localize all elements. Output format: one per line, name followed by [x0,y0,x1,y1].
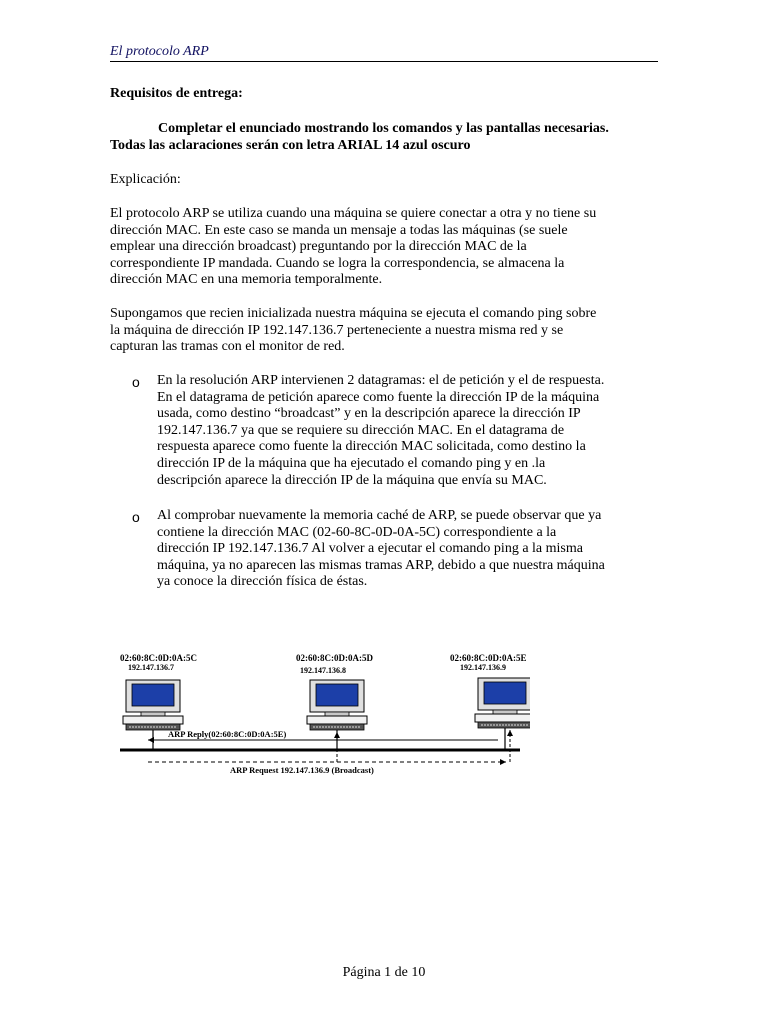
bullet-line: En la resolución ARP intervienen 2 datagramas: el de petición y el de respuesta. [157,373,605,388]
page-number-footer: Página 1 de 10 [342,965,426,980]
bullet-line: usada, como destino “broadcast” y en la descripción aparece la dirección IP [157,406,581,422]
bullet-line: dirección IP 192.147.136.7 Al volver a ejecutar el comando ping a la misma [157,541,583,557]
paragraph-line: capturan las tramas con el monitor de red. [110,339,345,355]
paragraph-line: dirección MAC en una memoria temporalmente. [110,272,383,288]
bullet-line: ya conoce la dirección física de éstas. [157,574,368,590]
bullet-arp-datagrams [157,373,667,489]
computer-icon [475,678,530,728]
arp-network-diagram [110,640,530,780]
host-mac-label: 02:60:8C:0D:0A:5E [450,653,527,663]
paragraph-line: la máquina de dirección IP 192.147.136.7 perteneciente a nuestra misma red y se [110,322,564,338]
bullet-arp-cache [157,508,667,591]
bullet-line: dirección IP de la máquina que ha ejecutado el comando ping y en .la [157,455,546,471]
paragraph-line: emplear una dirección broadcast) preguntando por la dirección MAC de la [110,239,527,255]
host-ip-label: 192.147.136.8 [300,666,346,675]
computer-icon [123,680,183,730]
host-mac-label: 02:60:8C:0D:0A:5C [120,653,197,663]
bullet-line: respuesta aparece como fuente la dirección MAC solicitada, como destino la [157,439,586,455]
arp-request-label: ARP Request 192.147.136.9 (Broadcast) [230,765,374,775]
requirements-line-2: Todas las aclaraciones serán con letra ARIAL 14 azul oscuro [110,138,471,153]
paragraph-arp-definition [110,206,670,289]
computer-icon [307,680,367,730]
paragraph-ping-scenario [110,306,670,356]
host-mac-label: 02:60:8C:0D:0A:5D [296,653,373,663]
bullet-marker: o [132,374,140,390]
bullet-line: En el datagrama de petición aparece como fuente la dirección IP de la máquina [157,389,600,405]
paragraph-line: Supongamos que recien inicializada nuestra máquina se ejecuta el comando ping sobre [110,306,597,321]
paragraph-line: El protocolo ARP se utiliza cuando una máquina se quiere conectar a otra y no tiene su [110,206,597,221]
bullet-line: contiene la dirección MAC (02-60-8C-0D-0A-5C) correspondiente a la [157,524,557,540]
requirements-line-1: Completar el enunciado mostrando los comandos y las pantallas necesarias. [158,121,609,136]
host-ip-label: 192.147.136.9 [460,663,506,672]
arp-reply-label: ARP Reply(02:60:8C:0D:0A:5E) [168,729,287,739]
requirements-heading: Requisitos de entrega: [110,86,243,101]
paragraph-line: dirección MAC. En este caso se manda un mensaje a todas las máquinas (se suele [110,222,568,238]
bullet-marker: o [132,509,140,525]
bullet-line: descripción aparece la dirección IP de la máquina que envía su MAC. [157,472,547,488]
bullet-line: máquina, ya no aparecen las mismas tramas ARP, debido a que nuestra máquina [157,557,605,573]
paragraph-line: correspondiente IP mandada. Cuando se logra la correspondencia, se almacena la [110,255,565,271]
bullet-line: Al comprobar nuevamente la memoria caché de ARP, se puede observar que ya [157,508,602,523]
host-ip-label: 192.147.136.7 [128,663,174,672]
explanation-label: Explicación: [110,172,181,187]
header-rule [110,61,658,62]
document-header-title: El protocolo ARP [110,44,209,59]
bullet-line: 192.147.136.7 ya que se requiere su dirección MAC. En el datagrama de [157,422,565,438]
